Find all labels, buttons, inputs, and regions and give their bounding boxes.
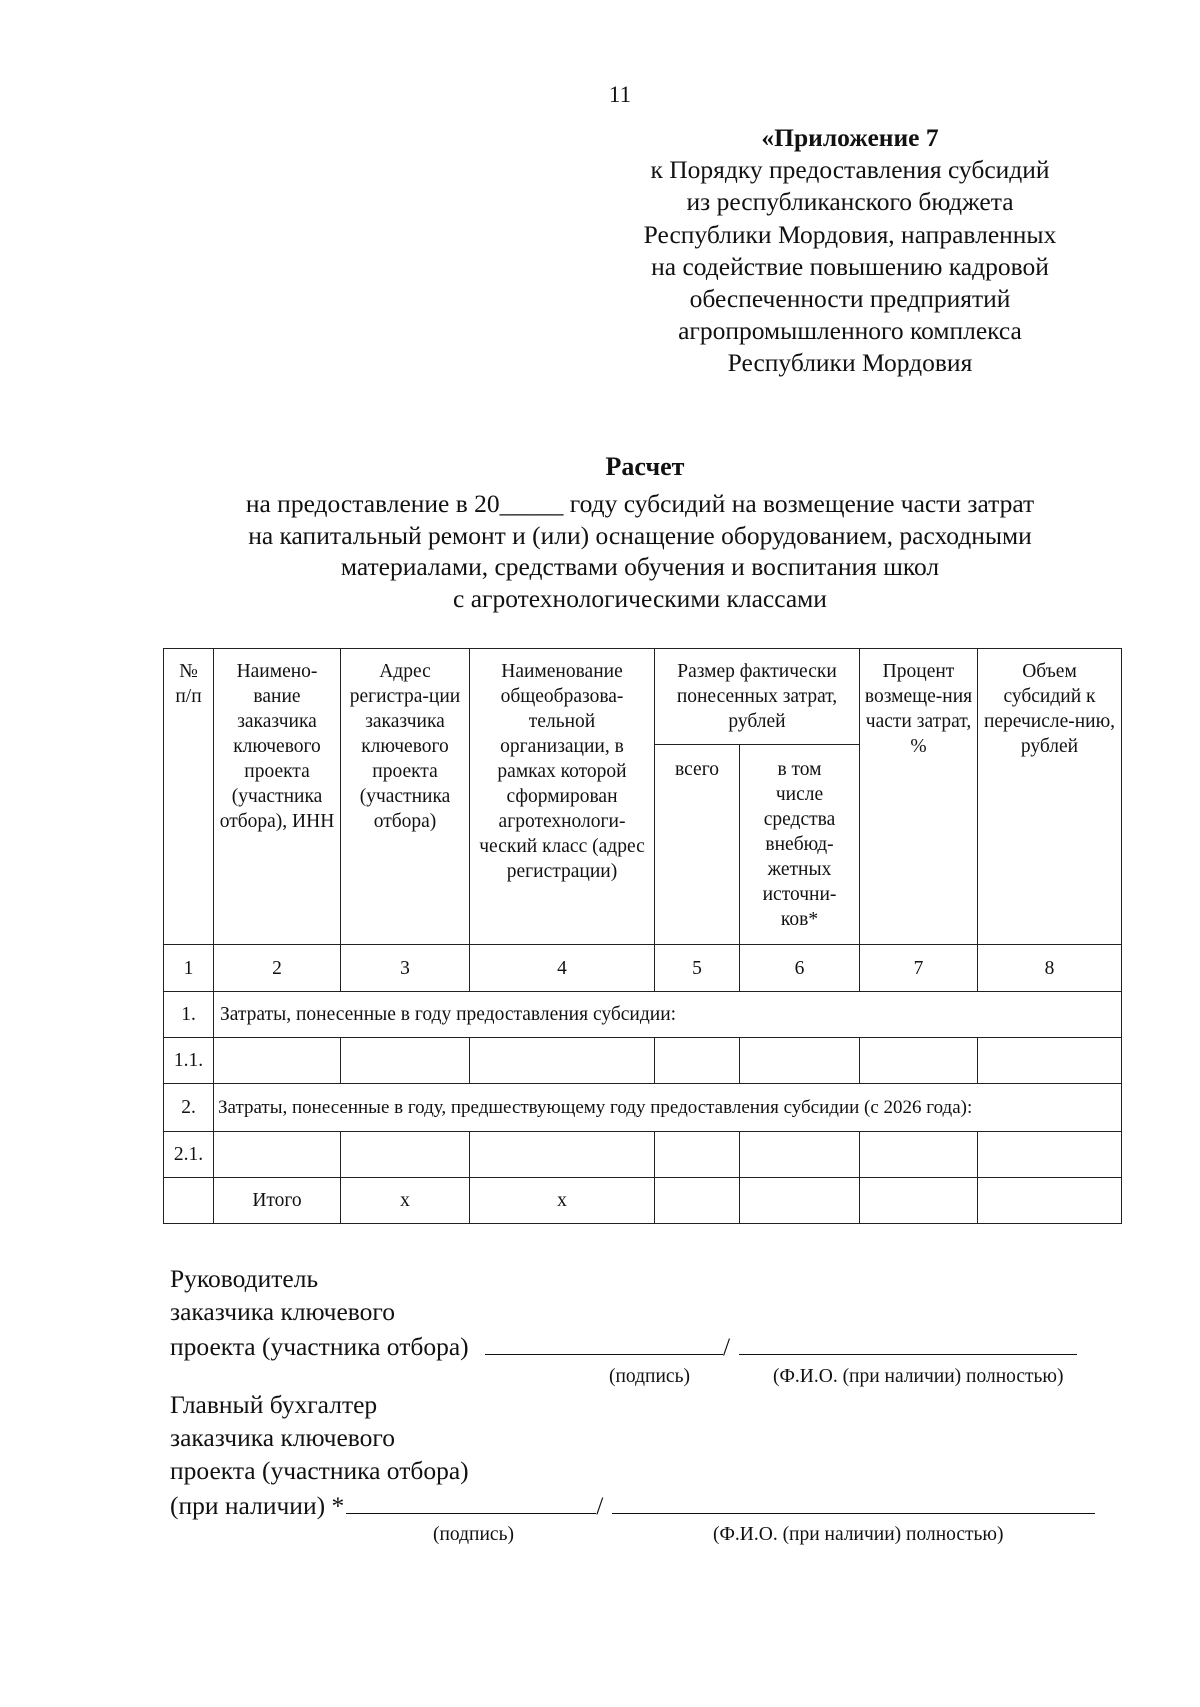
table-cell [655,1132,740,1178]
total-col3: x [341,1178,470,1224]
table-row [164,1132,1122,1178]
accountant-line: (при наличии) * [170,1491,345,1520]
head-name-caption: (Ф.И.О. (при наличии) полностью) [773,1366,1064,1387]
row-1-1-num: 1.1. [164,1038,214,1084]
head-slash: / [723,1332,731,1361]
head-signature-caption: (подпись) [609,1366,690,1387]
head-line: проекта (участника отбора) [170,1332,469,1361]
calculation-title: Расчет [605,452,685,481]
colnum: 7 [860,945,978,992]
header-actual-costs: Размер фактически понесенных затрат, рублей [655,649,860,745]
total-label: Итого [214,1178,341,1224]
appendix-line: агропромышленного комплекса [678,316,1022,346]
section-2-text: Затраты, понесенные в году, предшествующему году предоставления субсидии (с 2026 года): [214,1084,1122,1132]
accountant-name-caption: (Ф.И.О. (при наличии) полностью) [713,1524,1004,1545]
table-cell [341,1038,470,1084]
subtitle-line: с агротехнологическими классами [453,583,827,613]
section-1-text: Затраты, понесенные в году предоставления субсидии: [214,992,1122,1038]
table-cell [978,1178,1122,1224]
table-cell [341,1132,470,1178]
table-cell [655,1178,740,1224]
appendix-line: обеспеченности предприятий [689,284,1011,314]
section-2-row [164,1084,1122,1132]
appendix-line: к Порядку предоставления субсидий [650,155,1050,185]
head-signature-line[interactable] [485,1328,723,1355]
subtitle-line: на предоставление в 20_____ году субсидий на возмещение части затрат [245,489,1035,518]
table-cell [740,1178,860,1224]
subtitle-line: материалами, средствами обучения и воспитания школ [340,552,940,581]
appendix-line: из республиканского бюджета [686,187,1014,217]
table-cell [470,1132,655,1178]
table-cell [164,1178,214,1224]
colnum: 2 [214,945,341,992]
header-organization: Наименование общеобразова-тельной организации, в рамках которой сформирован агротехнологи-ческий класс (адрес регистрации) [470,649,655,945]
head-line: Руководитель [170,1264,319,1293]
accountant-slash: / [596,1491,604,1520]
colnum: 4 [470,945,655,992]
colnum: 3 [341,945,470,992]
header-extrabudget: в том числе средства внебюд-жетных источни-ков* [740,745,860,945]
accountant-signature-line[interactable] [346,1487,596,1514]
total-row [164,1178,1122,1224]
colnum: 5 [655,945,740,992]
header-subsidy-volume: Объем субсидий к перечисле-нию, рублей [978,649,1122,945]
accountant-sign-row [170,1487,1095,1522]
table-cell [860,1178,978,1224]
calculation-table [163,648,1122,1224]
appendix-line: Республики Мордовия, направленных [643,219,1057,249]
accountant-line: Главный бухгалтер [170,1390,378,1419]
table-cell [978,1038,1122,1084]
subtitle-line: на капитальный ремонт и (или) оснащение оборудованием, расходными [248,520,1032,550]
colnum: 1 [164,945,214,992]
table-cell [470,1038,655,1084]
section-1-row [164,992,1122,1038]
table-cell [214,1038,341,1084]
appendix-line: на содействие повышению кадровой [651,251,1049,281]
table-cell [860,1132,978,1178]
head-line: заказчика ключевого [170,1297,395,1326]
head-name-line[interactable] [739,1328,1077,1355]
colnum: 8 [978,945,1122,992]
page-number: 11 [608,82,632,107]
table-row [164,1038,1122,1084]
accountant-line: заказчика ключевого [170,1423,395,1452]
appendix-title: «Приложение 7 [761,123,939,152]
header-customer: Наимено-вание заказчика ключевого проекта (участника отбора), ИНН [214,649,341,945]
table-cell [740,1038,860,1084]
row-2-1-num: 2.1. [164,1132,214,1178]
table-cell [978,1132,1122,1178]
appendix-line: Республики Мордовия [727,348,973,378]
head-sign-row [170,1328,1077,1363]
accountant-line: проекта (участника отбора) [170,1456,469,1485]
table-cell [214,1132,341,1178]
head-signature-block [170,1262,1077,1363]
table-cell [655,1038,740,1084]
header-total: всего [655,745,740,945]
total-col4: x [470,1178,655,1224]
colnum: 6 [740,945,860,992]
accountant-signature-caption: (подпись) [433,1524,514,1545]
header-address: Адрес регистра-ции заказчика ключевого проекта (участника отбора) [341,649,470,945]
accountant-signature-block [170,1388,1095,1522]
section-2-num: 2. [164,1084,214,1132]
table-cell [740,1132,860,1178]
table-cell [860,1038,978,1084]
header-num: № п/п [164,649,214,945]
header-row [164,649,1122,745]
header-percent: Процент возмеще-ния части затрат, % [860,649,978,945]
column-numbers-row [164,945,1122,992]
appendix-header [620,122,1080,380]
calculation-subtitle [170,488,1110,614]
accountant-name-line[interactable] [612,1487,1095,1514]
section-1-num: 1. [164,992,214,1038]
